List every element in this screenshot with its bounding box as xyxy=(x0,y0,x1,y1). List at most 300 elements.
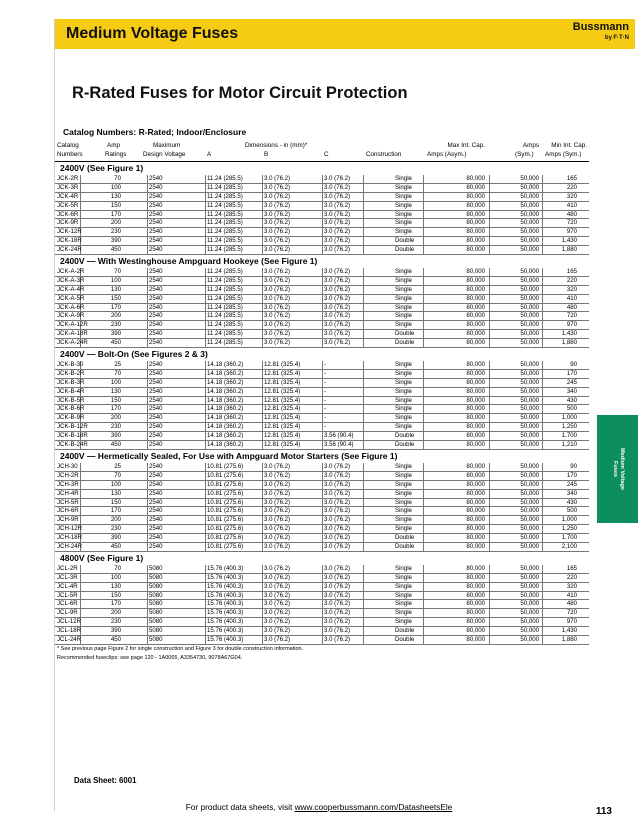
col-min-int-cap: Min Int. Cap. xyxy=(551,142,587,149)
amp-rating: 390 xyxy=(110,534,121,542)
amps-sym: 50,000 xyxy=(520,237,539,245)
max-int-cap: 80,000 xyxy=(466,498,485,506)
design-voltage: 2540 xyxy=(149,498,163,506)
dim-b: 12.81 (325.4) xyxy=(264,423,301,431)
column-divider xyxy=(262,618,263,626)
column-divider xyxy=(363,516,364,524)
column-divider xyxy=(489,463,490,471)
column-divider xyxy=(363,565,364,573)
amps-sym: 50,000 xyxy=(520,228,539,236)
dim-b: 3.0 (76.2) xyxy=(264,246,291,254)
table-row xyxy=(55,481,589,490)
column-divider xyxy=(262,481,263,489)
max-int-cap: 80,000 xyxy=(466,600,485,608)
column-divider xyxy=(147,600,148,608)
dim-b: 12.81 (325.4) xyxy=(264,361,301,369)
column-divider xyxy=(363,583,364,591)
dim-c: - xyxy=(324,378,327,386)
max-int-cap: 80,000 xyxy=(466,330,485,338)
dim-b: 12.81 (325.4) xyxy=(264,441,301,449)
dim-a: 14.18 (360.2) xyxy=(207,423,244,431)
column-divider xyxy=(363,277,364,285)
dim-a: 11.24 (285.5) xyxy=(207,330,243,338)
column-divider xyxy=(262,175,263,183)
side-tab-line1: Medium Voltage xyxy=(618,448,625,490)
dim-a: 15.76 (400.3) xyxy=(207,600,244,608)
dim-c: 3.0 (76.2) xyxy=(324,201,351,209)
section-side-tab[interactable] xyxy=(597,415,638,523)
min-int-cap: 480 xyxy=(566,303,577,311)
catalog-number: JCH-18R xyxy=(57,534,83,542)
column-divider xyxy=(363,370,364,378)
column-divider xyxy=(363,525,364,533)
column-divider xyxy=(489,330,490,338)
design-voltage: 5080 xyxy=(149,609,163,617)
design-voltage: 2540 xyxy=(149,210,163,218)
catalog-number: JCK-2R xyxy=(57,175,79,182)
construction: Single xyxy=(395,219,412,227)
col-amps-asym: Amps (Asym.) xyxy=(427,151,467,158)
column-divider xyxy=(262,543,263,551)
max-int-cap: 80,000 xyxy=(466,462,485,470)
dim-c: - xyxy=(324,423,327,431)
column-divider xyxy=(363,379,364,387)
column-divider xyxy=(363,463,364,471)
construction: Single xyxy=(395,294,412,302)
col-amps: Amps xyxy=(522,142,539,149)
dim-b: 3.0 (76.2) xyxy=(264,285,291,293)
column-divider xyxy=(262,211,263,219)
column-divider xyxy=(423,388,424,396)
construction: Single xyxy=(395,423,412,431)
column-divider xyxy=(205,423,206,431)
page-heading: R-Rated Fuses for Motor Circuit Protection xyxy=(72,84,408,102)
column-divider xyxy=(423,379,424,387)
column-divider xyxy=(423,304,424,312)
column-divider xyxy=(322,295,323,303)
construction: Single xyxy=(395,471,412,479)
table-row xyxy=(55,627,589,636)
column-divider xyxy=(363,618,364,626)
catalog-number: JCK-4R xyxy=(57,192,79,200)
table-row xyxy=(55,193,589,202)
max-int-cap: 80,000 xyxy=(466,423,485,431)
column-divider xyxy=(262,277,263,285)
amps-sym: 50,000 xyxy=(520,378,539,386)
dim-a: 10.81 (275.6) xyxy=(207,489,244,497)
dim-c: 3.0 (76.2) xyxy=(324,542,351,550)
max-int-cap: 80,000 xyxy=(466,591,485,599)
dim-b: 3.0 (76.2) xyxy=(264,303,291,311)
dim-c: 3.0 (76.2) xyxy=(324,330,351,338)
column-divider xyxy=(147,219,148,227)
column-divider xyxy=(262,507,263,515)
min-int-cap: 970 xyxy=(566,228,577,236)
column-divider xyxy=(147,246,148,254)
min-int-cap: 480 xyxy=(566,210,577,218)
column-divider xyxy=(363,543,364,551)
section-title xyxy=(55,552,589,565)
design-voltage: 2540 xyxy=(149,423,163,431)
column-divider xyxy=(363,304,364,312)
construction: Double xyxy=(395,635,415,643)
max-int-cap: 80,000 xyxy=(466,192,485,200)
dim-b: 12.81 (325.4) xyxy=(264,405,301,413)
column-divider xyxy=(423,414,424,422)
column-divider xyxy=(363,246,364,254)
column-divider xyxy=(489,397,490,405)
min-int-cap: 500 xyxy=(566,507,577,515)
column-divider xyxy=(489,472,490,480)
column-divider xyxy=(205,397,206,405)
column-divider xyxy=(262,397,263,405)
column-divider xyxy=(489,627,490,635)
dim-b: 3.0 (76.2) xyxy=(264,237,291,245)
column-divider xyxy=(262,219,263,227)
design-voltage: 2540 xyxy=(149,321,163,329)
amps-sym: 50,000 xyxy=(520,627,539,635)
column-divider xyxy=(423,534,424,542)
amps-sym: 50,000 xyxy=(520,542,539,550)
amp-rating: 100 xyxy=(110,480,121,488)
design-voltage: 2540 xyxy=(149,480,163,488)
column-divider xyxy=(147,627,148,635)
dim-a: 14.18 (360.2) xyxy=(207,378,244,386)
column-divider xyxy=(205,441,206,449)
amp-rating: 390 xyxy=(110,432,121,440)
column-divider xyxy=(423,618,424,626)
column-divider xyxy=(363,211,364,219)
column-divider xyxy=(205,516,206,524)
table-row xyxy=(55,211,589,220)
column-divider xyxy=(322,370,323,378)
table-row xyxy=(55,565,589,574)
column-divider xyxy=(147,534,148,542)
column-divider xyxy=(423,312,424,320)
column-divider xyxy=(205,370,206,378)
amps-sym: 50,000 xyxy=(520,387,539,395)
column-divider xyxy=(205,184,206,192)
construction: Single xyxy=(395,618,412,626)
dim-c: 3.0 (76.2) xyxy=(324,525,351,533)
design-voltage: 2540 xyxy=(149,471,163,479)
min-int-cap: 1,880 xyxy=(561,246,577,254)
column-divider xyxy=(205,388,206,396)
column-divider xyxy=(423,184,424,192)
construction: Single xyxy=(395,303,412,311)
column-divider xyxy=(322,312,323,320)
dim-a: 15.76 (400.3) xyxy=(207,635,244,643)
col-maximum: Maximum xyxy=(153,142,181,149)
column-divider xyxy=(322,405,323,413)
column-divider xyxy=(322,246,323,254)
column-divider xyxy=(322,441,323,449)
amp-rating: 230 xyxy=(110,423,121,431)
column-divider xyxy=(489,379,490,387)
column-divider xyxy=(205,481,206,489)
catalog-number: JCH-30 xyxy=(57,462,78,470)
column-divider xyxy=(423,507,424,515)
column-divider xyxy=(322,237,323,245)
column-divider xyxy=(489,414,490,422)
column-divider xyxy=(363,481,364,489)
min-int-cap: 90 xyxy=(570,361,577,369)
construction: Single xyxy=(395,507,412,515)
column-divider xyxy=(262,321,263,329)
dim-b: 3.0 (76.2) xyxy=(264,507,291,515)
brand-parent xyxy=(573,35,629,41)
design-voltage: 5080 xyxy=(149,600,163,608)
column-divider xyxy=(262,432,263,440)
amp-rating: 150 xyxy=(110,201,121,209)
column-divider xyxy=(423,472,424,480)
column-divider xyxy=(147,609,148,617)
construction: Single xyxy=(395,600,412,608)
column-divider xyxy=(205,379,206,387)
column-divider xyxy=(205,295,206,303)
column-divider xyxy=(423,286,424,294)
min-int-cap: 320 xyxy=(566,192,577,200)
catalog-number: JCK-A-2R xyxy=(57,268,85,276)
datasheets-link[interactable]: www.cooperbussmann.com/DatasheetsEle xyxy=(294,802,453,812)
design-voltage: 2540 xyxy=(149,432,163,440)
column-divider xyxy=(262,228,263,236)
amps-sym: 50,000 xyxy=(520,268,539,276)
brand-by: by xyxy=(604,35,612,41)
min-int-cap: 970 xyxy=(566,618,577,626)
dim-c: 3.0 (76.2) xyxy=(324,210,351,218)
column-divider xyxy=(262,423,263,431)
column-divider xyxy=(147,379,148,387)
column-divider xyxy=(147,361,148,369)
table-row xyxy=(55,507,589,516)
catalog-number: JCK-B-6R xyxy=(57,405,85,413)
max-int-cap: 80,000 xyxy=(466,228,485,236)
brand-parent-name: F·T·N xyxy=(613,35,629,41)
amp-rating: 200 xyxy=(110,312,121,320)
column-divider xyxy=(322,330,323,338)
design-voltage: 2540 xyxy=(149,396,163,404)
max-int-cap: 80,000 xyxy=(466,564,485,572)
dim-b: 3.0 (76.2) xyxy=(264,192,291,200)
construction: Double xyxy=(395,432,415,440)
dim-b: 12.81 (325.4) xyxy=(264,369,301,377)
amps-sym: 50,000 xyxy=(520,498,539,506)
column-divider xyxy=(147,516,148,524)
column-divider xyxy=(205,268,206,276)
dim-a: 15.76 (400.3) xyxy=(207,573,244,581)
column-divider xyxy=(489,618,490,626)
section-title-text: 2400V — With Westinghouse Ampguard Hookeye (See Figure 1) xyxy=(60,256,318,267)
column-divider xyxy=(147,441,148,449)
design-voltage: 2540 xyxy=(149,312,163,320)
dim-b: 3.0 (76.2) xyxy=(264,210,291,218)
amps-sym: 50,000 xyxy=(520,396,539,404)
dim-a: 15.76 (400.3) xyxy=(207,564,244,572)
column-divider xyxy=(363,361,364,369)
column-divider xyxy=(262,193,263,201)
column-divider xyxy=(205,627,206,635)
design-voltage: 2540 xyxy=(149,175,163,182)
dim-a: 10.81 (275.6) xyxy=(207,471,244,479)
column-divider xyxy=(262,202,263,210)
column-divider xyxy=(363,507,364,515)
dim-a: 15.76 (400.3) xyxy=(207,618,244,626)
dim-a: 11.24 (285.5) xyxy=(207,175,243,182)
column-divider xyxy=(205,507,206,515)
footnote-fuseclips: Recommended fuseclips: see page 120 - 1A0065, A3354730, 9078A67G04. xyxy=(57,654,243,661)
column-divider xyxy=(262,499,263,507)
column-divider xyxy=(322,627,323,635)
column-divider xyxy=(423,339,424,347)
column-divider xyxy=(363,202,364,210)
table-row xyxy=(55,499,589,508)
catalog-number: JCH-2R xyxy=(57,471,79,479)
amp-rating: 170 xyxy=(110,210,121,218)
amps-sym: 50,000 xyxy=(520,564,539,572)
column-divider xyxy=(363,175,364,183)
amp-rating: 70 xyxy=(114,471,121,479)
amp-rating: 230 xyxy=(110,228,121,236)
max-int-cap: 80,000 xyxy=(466,339,485,347)
construction: Single xyxy=(395,378,412,386)
dim-c: - xyxy=(324,405,327,413)
table-row xyxy=(55,397,589,406)
dim-b: 3.0 (76.2) xyxy=(264,268,291,276)
amps-sym: 50,000 xyxy=(520,312,539,320)
dim-a: 11.24 (285.5) xyxy=(207,201,243,209)
amps-sym: 50,000 xyxy=(520,432,539,440)
col-design-voltage: Design Voltage xyxy=(143,151,186,158)
dim-a: 11.24 (285.5) xyxy=(207,183,243,191)
amp-rating: 100 xyxy=(110,276,121,284)
column-divider xyxy=(363,627,364,635)
column-divider xyxy=(423,193,424,201)
construction: Single xyxy=(395,312,412,320)
column-divider xyxy=(489,609,490,617)
dim-a: 15.76 (400.3) xyxy=(207,627,244,635)
catalog-number: JCK-B-9R xyxy=(57,414,85,422)
column-divider xyxy=(262,583,263,591)
column-divider xyxy=(205,175,206,183)
column-divider xyxy=(489,432,490,440)
column-divider xyxy=(147,472,148,480)
construction: Double xyxy=(395,534,415,542)
dim-a: 11.24 (285.5) xyxy=(207,294,243,302)
catalog-number: JCH-24R xyxy=(57,542,83,550)
min-int-cap: 720 xyxy=(566,609,577,617)
column-divider xyxy=(262,441,263,449)
design-voltage: 2540 xyxy=(149,303,163,311)
column-divider xyxy=(322,286,323,294)
table-row xyxy=(55,463,589,472)
design-voltage: 2540 xyxy=(149,294,163,302)
dim-c: 3.0 (76.2) xyxy=(324,507,351,515)
column-divider xyxy=(205,463,206,471)
amps-sym: 50,000 xyxy=(520,534,539,542)
column-divider xyxy=(363,219,364,227)
brand-name: Bussmann xyxy=(572,21,629,33)
max-int-cap: 80,000 xyxy=(466,471,485,479)
catalog-number: JCK-5R xyxy=(57,201,79,209)
construction: Single xyxy=(395,573,412,581)
column-divider xyxy=(489,525,490,533)
dim-c: 3.0 (76.2) xyxy=(324,591,351,599)
construction: Single xyxy=(395,525,412,533)
min-int-cap: 340 xyxy=(566,387,577,395)
column-divider xyxy=(205,330,206,338)
dim-c: 3.0 (76.2) xyxy=(324,635,351,643)
design-voltage: 2540 xyxy=(149,228,163,236)
max-int-cap: 80,000 xyxy=(466,369,485,377)
column-divider xyxy=(322,525,323,533)
min-int-cap: 320 xyxy=(566,582,577,590)
table-body xyxy=(55,162,589,645)
construction: Single xyxy=(395,268,412,276)
column-divider xyxy=(147,228,148,236)
column-divider xyxy=(322,543,323,551)
amp-rating: 230 xyxy=(110,525,121,533)
column-divider xyxy=(423,405,424,413)
col-c: C xyxy=(324,151,329,158)
min-int-cap: 1,700 xyxy=(561,432,577,440)
min-int-cap: 220 xyxy=(566,183,577,191)
amp-rating: 450 xyxy=(110,635,121,643)
dim-b: 12.81 (325.4) xyxy=(264,414,301,422)
column-divider xyxy=(262,312,263,320)
dim-b: 3.0 (76.2) xyxy=(264,534,291,542)
column-divider xyxy=(423,609,424,617)
column-divider xyxy=(363,228,364,236)
amps-sym: 50,000 xyxy=(520,219,539,227)
dim-a: 10.81 (275.6) xyxy=(207,462,244,470)
catalog-number: JCL-12R xyxy=(57,618,82,626)
amps-sym: 50,000 xyxy=(520,183,539,191)
dim-c: 3.0 (76.2) xyxy=(324,627,351,635)
min-int-cap: 1,430 xyxy=(561,627,577,635)
dim-a: 10.81 (275.6) xyxy=(207,498,244,506)
construction: Single xyxy=(395,369,412,377)
column-divider xyxy=(363,499,364,507)
column-divider xyxy=(147,592,148,600)
amp-rating: 200 xyxy=(110,609,121,617)
column-divider xyxy=(322,211,323,219)
amps-sym: 50,000 xyxy=(520,618,539,626)
dim-c: 3.0 (76.2) xyxy=(324,582,351,590)
construction: Double xyxy=(395,627,415,635)
column-divider xyxy=(423,321,424,329)
dim-a: 11.24 (285.5) xyxy=(207,312,243,320)
construction: Single xyxy=(395,462,412,470)
column-divider xyxy=(262,370,263,378)
column-divider xyxy=(262,565,263,573)
max-int-cap: 80,000 xyxy=(466,441,485,449)
construction: Single xyxy=(395,201,412,209)
amps-sym: 50,000 xyxy=(520,423,539,431)
min-int-cap: 170 xyxy=(566,369,577,377)
max-int-cap: 80,000 xyxy=(466,534,485,542)
column-divider xyxy=(363,184,364,192)
column-divider xyxy=(205,193,206,201)
amps-sym: 50,000 xyxy=(520,441,539,449)
max-int-cap: 80,000 xyxy=(466,378,485,386)
column-divider xyxy=(322,414,323,422)
min-int-cap: 220 xyxy=(566,573,577,581)
dim-b: 3.0 (76.2) xyxy=(264,294,291,302)
construction: Single xyxy=(395,489,412,497)
column-divider xyxy=(423,370,424,378)
column-divider xyxy=(262,490,263,498)
